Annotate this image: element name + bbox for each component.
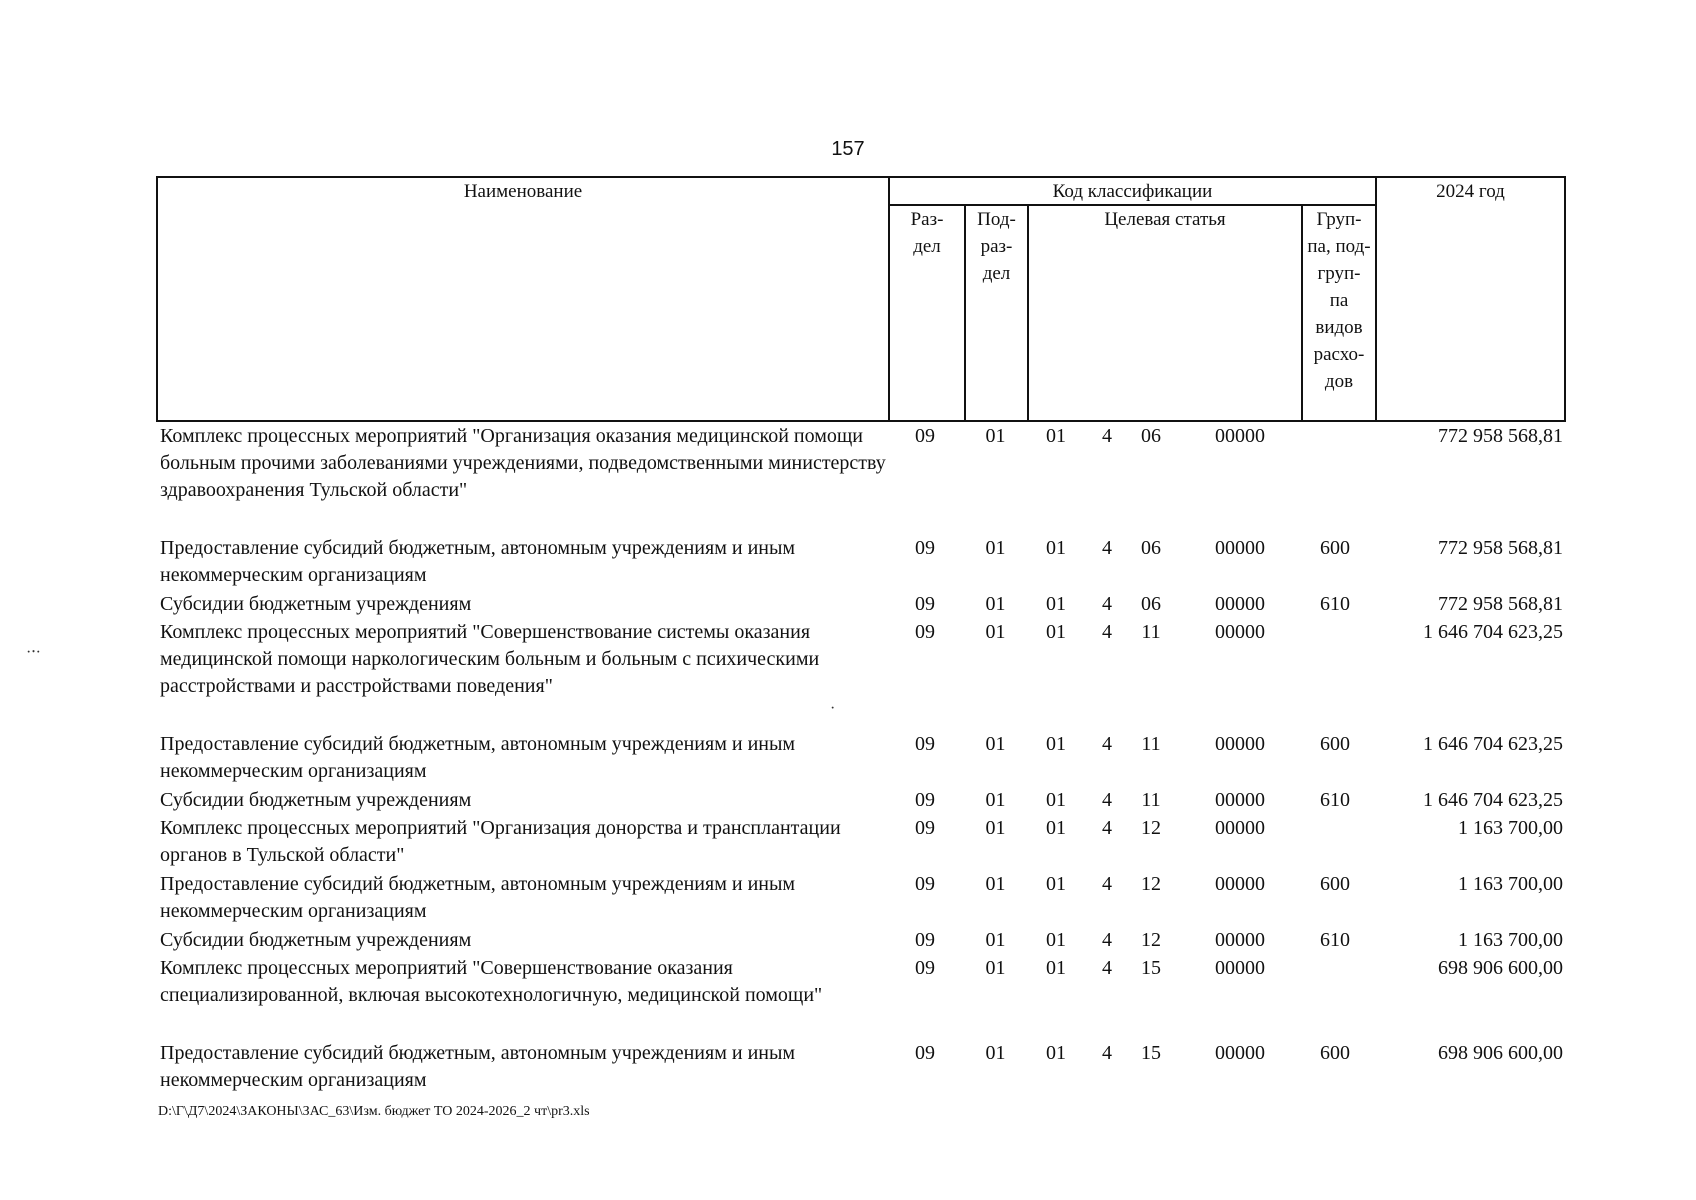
row-target-direction: 00000 — [1215, 537, 1265, 559]
row-target-direction: 00000 — [1215, 425, 1265, 447]
row-name: Предоставление субсидий бюджетным, автономным учреждениям и иным некоммерческим организациям — [160, 733, 796, 782]
header-code-group: Код классификации — [1052, 181, 1213, 202]
row-amount: 1 646 704 623,25 — [1423, 789, 1563, 811]
row-target-type: 4 — [1102, 1042, 1112, 1064]
header-year: 2024 год — [1436, 181, 1505, 202]
row-target-complex: 12 — [1141, 929, 1161, 951]
row-razdel: 09 — [915, 789, 935, 811]
row-razdel: 09 — [915, 957, 935, 979]
row-razdel: 09 — [915, 873, 935, 895]
row-target-direction: 00000 — [1215, 621, 1265, 643]
row-target-complex: 12 — [1141, 873, 1161, 895]
row-target-program: 01 — [1046, 425, 1066, 447]
header-razdel: Раз- дел — [910, 209, 944, 257]
row-target-complex: 06 — [1141, 593, 1161, 615]
row-target-complex: 15 — [1141, 1042, 1161, 1064]
row-amount: 1 163 700,00 — [1458, 817, 1563, 839]
row-target-direction: 00000 — [1215, 873, 1265, 895]
row-target-complex: 06 — [1141, 537, 1161, 559]
row-target-type: 4 — [1102, 593, 1112, 615]
row-amount: 1 646 704 623,25 — [1423, 621, 1563, 643]
row-target-direction: 00000 — [1215, 817, 1265, 839]
row-amount: 1 163 700,00 — [1458, 873, 1563, 895]
row-target-program: 01 — [1046, 817, 1066, 839]
row-group: 610 — [1320, 789, 1350, 811]
row-target-type: 4 — [1102, 817, 1112, 839]
row-target-direction: 00000 — [1215, 733, 1265, 755]
row-target-program: 01 — [1046, 537, 1066, 559]
row-amount: 772 958 568,81 — [1438, 593, 1563, 615]
row-amount: 698 906 600,00 — [1438, 957, 1563, 979]
row-target-type: 4 — [1102, 425, 1112, 447]
row-target-program: 01 — [1046, 789, 1066, 811]
row-group: 610 — [1320, 929, 1350, 951]
row-target-type: 4 — [1102, 621, 1112, 643]
row-group: 600 — [1320, 1042, 1350, 1064]
row-group: 600 — [1320, 733, 1350, 755]
row-target-direction: 00000 — [1215, 593, 1265, 615]
row-target-type: 4 — [1102, 873, 1112, 895]
row-target-direction: 00000 — [1215, 789, 1265, 811]
row-razdel: 09 — [915, 537, 935, 559]
row-podrazdel: 01 — [985, 537, 1006, 559]
row-target-complex: 11 — [1141, 733, 1161, 755]
row-group: 600 — [1320, 873, 1350, 895]
row-target-program: 01 — [1046, 733, 1066, 755]
row-name: Комплекс процессных мероприятий "Совершенствование оказания специализированной, включая высокотехнологичную, медицинской помощи" — [160, 957, 823, 1006]
row-name: Субсидии бюджетным учреждениям — [160, 929, 472, 951]
table-header — [156, 176, 1566, 422]
row-target-direction: 00000 — [1215, 929, 1265, 951]
row-name: Предоставление субсидий бюджетным, автономным учреждениям и иным некоммерческим организациям — [160, 537, 796, 586]
header-divider — [1027, 206, 1029, 420]
row-target-program: 01 — [1046, 873, 1066, 895]
row-name: Комплекс процессных мероприятий "Совершенствование системы оказания медицинской помощи наркологическим больным и больным с психическими расстройствами и расстройствами поведения" — [160, 621, 820, 697]
row-razdel: 09 — [915, 1042, 935, 1064]
row-razdel: 09 — [915, 621, 935, 643]
row-target-complex: 11 — [1141, 789, 1161, 811]
row-name: Предоставление субсидий бюджетным, автономным учреждениям и иным некоммерческим организациям — [160, 873, 796, 922]
row-target-program: 01 — [1046, 1042, 1066, 1064]
header-name: Наименование — [463, 181, 583, 202]
row-amount: 1 163 700,00 — [1458, 929, 1563, 951]
row-podrazdel: 01 — [985, 789, 1006, 811]
header-podrazdel: Под- раз- дел — [977, 209, 1016, 284]
row-target-type: 4 — [1102, 957, 1112, 979]
row-name: Предоставление субсидий бюджетным, автономным учреждениям и иным некоммерческим организациям — [160, 1042, 796, 1091]
row-name: Комплекс процессных мероприятий "Организация оказания медицинской помощи больным прочими заболеваниями учреждениями, подведомственными министерству здравоохранения Тульской области" — [160, 425, 886, 501]
row-razdel: 09 — [915, 733, 935, 755]
row-name: Комплекс процессных мероприятий "Организация донорства и трансплантации органов в Тульской области" — [160, 817, 841, 866]
row-razdel: 09 — [915, 425, 935, 447]
row-target-type: 4 — [1102, 537, 1112, 559]
row-target-complex: 12 — [1141, 817, 1161, 839]
row-target-direction: 00000 — [1215, 957, 1265, 979]
row-razdel: 09 — [915, 593, 935, 615]
row-podrazdel: 01 — [985, 873, 1006, 895]
row-razdel: 09 — [915, 817, 935, 839]
row-podrazdel: 01 — [985, 621, 1006, 643]
row-name: Субсидии бюджетным учреждениям — [160, 789, 472, 811]
row-target-program: 01 — [1046, 957, 1066, 979]
row-group: 600 — [1320, 537, 1350, 559]
row-target-program: 01 — [1046, 929, 1066, 951]
row-target-complex: 06 — [1141, 425, 1161, 447]
row-target-direction: 00000 — [1215, 1042, 1265, 1064]
row-podrazdel: 01 — [985, 817, 1006, 839]
row-target-type: 4 — [1102, 733, 1112, 755]
row-target-program: 01 — [1046, 621, 1066, 643]
page-number: 157 — [831, 138, 865, 160]
row-amount: 772 958 568,81 — [1438, 537, 1563, 559]
row-target-complex: 15 — [1141, 957, 1161, 979]
row-amount: 1 646 704 623,25 — [1423, 733, 1563, 755]
row-target-complex: 11 — [1141, 621, 1161, 643]
row-amount: 772 958 568,81 — [1438, 425, 1563, 447]
row-name: Субсидии бюджетным учреждениям — [160, 593, 472, 615]
row-podrazdel: 01 — [985, 593, 1006, 615]
row-podrazdel: 01 — [985, 1042, 1006, 1064]
scan-speck: · — [830, 700, 836, 717]
row-podrazdel: 01 — [985, 425, 1006, 447]
row-razdel: 09 — [915, 929, 935, 951]
row-podrazdel: 01 — [985, 957, 1006, 979]
header-group: Груп- па, под- груп- па видов расхо- дов — [1307, 209, 1371, 392]
row-group: 610 — [1320, 593, 1350, 615]
row-target-type: 4 — [1102, 929, 1112, 951]
file-path-footer: D:\Г\Д7\2024\ЗАКОНЫ\ЗАС_63\Изм. бюджет ТО 2024-2026_2 чт\pr3.xls — [158, 1104, 590, 1119]
row-podrazdel: 01 — [985, 929, 1006, 951]
scan-speck: ·⸱· — [26, 644, 41, 661]
row-amount: 698 906 600,00 — [1438, 1042, 1563, 1064]
header-divider — [1375, 178, 1377, 420]
row-target-type: 4 — [1102, 789, 1112, 811]
header-target: Целевая статья — [1104, 209, 1226, 230]
row-podrazdel: 01 — [985, 733, 1006, 755]
row-target-program: 01 — [1046, 593, 1066, 615]
